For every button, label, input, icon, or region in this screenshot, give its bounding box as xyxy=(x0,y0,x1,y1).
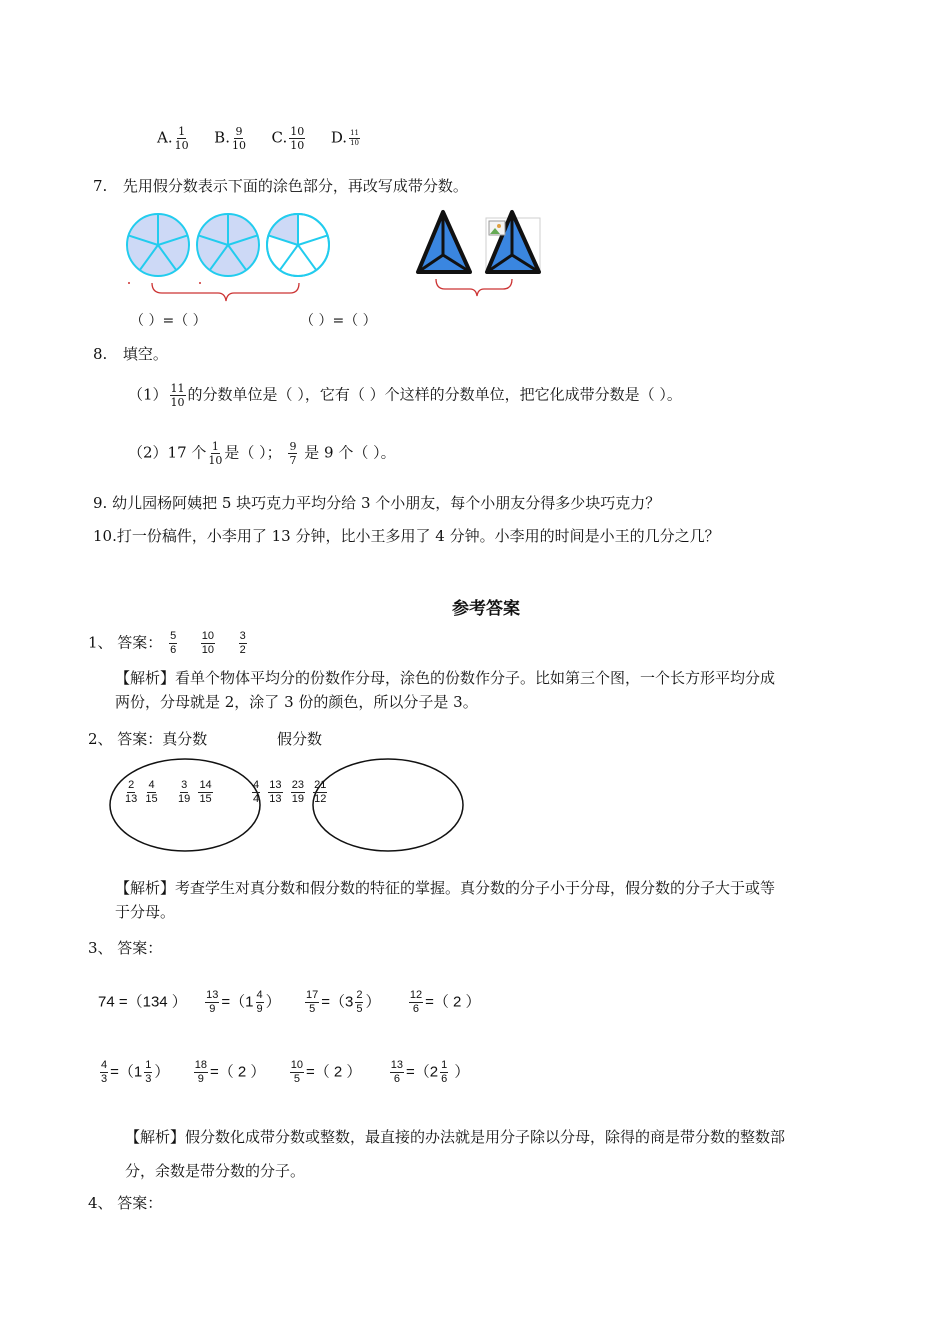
brace-circles xyxy=(152,283,299,301)
improper-fraction-oval xyxy=(313,759,463,851)
q8-text: 填空。 xyxy=(122,345,168,363)
a2-analysis: 【解析】考查学生对真分数和假分数的特征的掌握。真分数的分子小于分母，假分数的分子大于或等 于分母。 xyxy=(115,879,776,921)
fraction-11-10: $\frac{11}{10}$ xyxy=(170,382,185,409)
improper-fraction: $\frac{23}{19}$ xyxy=(291,779,304,805)
option-a-fraction: $\frac{1}{10}$ xyxy=(174,125,189,152)
a1-analysis: 【解析】看单个物体平均分的份数作分母，涂色的份数作分子。比如第三个图，一个长方形平均分成 两份，分母就是 2，涂了 3 份的颜色，所以分子是 3。 xyxy=(115,669,776,711)
answer-1: 1、 答案： $\frac{5}{6}$ $\frac{10}{10}$ $\frac{3}{2}$ xyxy=(88,630,246,656)
answer-2-label: 2、 答案：真分数 xyxy=(88,730,208,748)
circle-figure-3 xyxy=(267,214,329,276)
proper-fractions xyxy=(123,780,215,805)
a1-fraction-2: $\frac{10}{10}$ xyxy=(201,630,215,656)
triangle-figure-1 xyxy=(418,212,470,272)
broken-image-icon xyxy=(489,221,505,235)
a3-analysis: 【解析】假分数化成带分数或整数，最直接的办法就是用分子除以分母，除得的商是带分数的整数部 分，余数是带分数的分子。 xyxy=(125,1128,786,1180)
proper-fraction: $\frac{3}{19}$ xyxy=(178,779,191,805)
answer-2-label-improper: 假分数 xyxy=(277,730,323,748)
q9-question: 9. 幼儿园杨阿姨把 5 块巧克力平均分给 3 个小朋友，每个小朋友分得多少块巧克力？ xyxy=(93,494,661,512)
option-d-fraction: $\frac{11}{10}$ xyxy=(350,129,359,147)
improper-fraction: $\frac{4}{4}$ xyxy=(253,779,260,805)
brace-triangles xyxy=(436,279,512,296)
fraction: $\frac{13}{6}$ xyxy=(390,1059,404,1085)
option-d-letter: D. xyxy=(330,128,348,147)
a1-fraction-1: $\frac{5}{6}$ xyxy=(170,630,177,656)
q7-number: 7. xyxy=(93,177,108,195)
proper-fraction: $\frac{14}{15}$ xyxy=(199,779,212,805)
q7-blank-right: （ ）=（ ） xyxy=(300,313,377,329)
proper-fraction: $\frac{4}{15}$ xyxy=(145,779,158,805)
improper-fraction: $\frac{21}{12}$ xyxy=(314,779,327,805)
triangle-figure-2 xyxy=(486,212,540,273)
mixed-fraction: $\frac{1}{3}$ xyxy=(145,1059,152,1085)
q8-number: 8. xyxy=(93,345,108,363)
circle-figure-2 xyxy=(197,214,259,276)
q8-question xyxy=(93,343,168,364)
q8-part-2: （2）17 个 $\frac{1}{10}$ 是（ ）； $\frac{9}{7}$ 是 9 个（ ）。 xyxy=(128,440,396,467)
answer-4-label: 4、 答案： xyxy=(88,1194,163,1212)
option-c-fraction: $\frac{10}{10}$ xyxy=(290,125,305,152)
a1-fraction-3: $\frac{3}{2}$ xyxy=(239,630,246,656)
q8-part-1: （1） $\frac{11}{10}$ 的分数单位是（ ），它有（ ）个这样的分数单位，把它化成带分数是（ ）。 xyxy=(128,382,682,409)
option-c-letter: C. xyxy=(271,128,288,147)
fraction-1-10: $\frac{1}{10}$ xyxy=(208,440,223,467)
a3-row-2: $\frac{4}{3}$ =（1 $\frac{1}{3}$ ） $\frac{18}{9}$ =（ 2 ） $\frac{10}{5}$ =（ 2 ） $\frac{13}{6}$ =（2 $\frac{1}{6}$ ） xyxy=(101,1059,470,1085)
fraction: $\frac{4}{3}$ xyxy=(101,1059,108,1085)
circle-figure-1 xyxy=(127,214,189,276)
q7-blank-left: （ ）=（ ） xyxy=(130,313,207,329)
a3-row-1: 74 =（134 ） $\frac{13}{9}$ =（1 $\frac{4}{9}$ ） $\frac{17}{5}$ =（3 $\frac{2}{5}$ ） $\frac{12}{6}$ =（ 2 ） xyxy=(98,989,481,1015)
fraction: $\frac{18}{9}$ xyxy=(194,1059,207,1085)
fraction: $\frac{17}{5}$ xyxy=(306,989,319,1015)
improper-fraction: $\frac{13}{13}$ xyxy=(269,779,282,805)
mixed-fraction: $\frac{4}{9}$ xyxy=(256,989,263,1015)
fraction: $\frac{12}{6}$ xyxy=(409,989,423,1015)
answer-3-label: 3、 答案： xyxy=(88,939,163,957)
option-a-letter: A. xyxy=(157,128,173,147)
q10-question: 10.打一份稿件，小李用了 13 分钟，比小王多用了 4 分钟。小李用的时间是小王的几分之几？ xyxy=(93,527,720,545)
improper-fractions xyxy=(250,780,329,805)
proper-fraction-oval xyxy=(110,759,260,851)
option-b-fraction: $\frac{9}{10}$ xyxy=(231,125,246,152)
fraction: $\frac{10}{5}$ xyxy=(290,1059,303,1085)
option-b-letter: B. xyxy=(214,128,230,147)
mixed-fraction: $\frac{2}{5}$ xyxy=(356,989,363,1015)
answers-title: 参考答案 xyxy=(452,599,520,619)
fraction: $\frac{13}{9}$ xyxy=(206,989,219,1015)
mixed-fraction: $\frac{1}{6}$ xyxy=(441,1059,448,1085)
q7-text: 先用假分数表示下面的涂色部分，再改写成带分数。 xyxy=(122,177,468,195)
fraction-9-7: $\frac{9}{7}$ xyxy=(289,440,297,467)
proper-fraction: $\frac{2}{13}$ xyxy=(125,779,138,805)
